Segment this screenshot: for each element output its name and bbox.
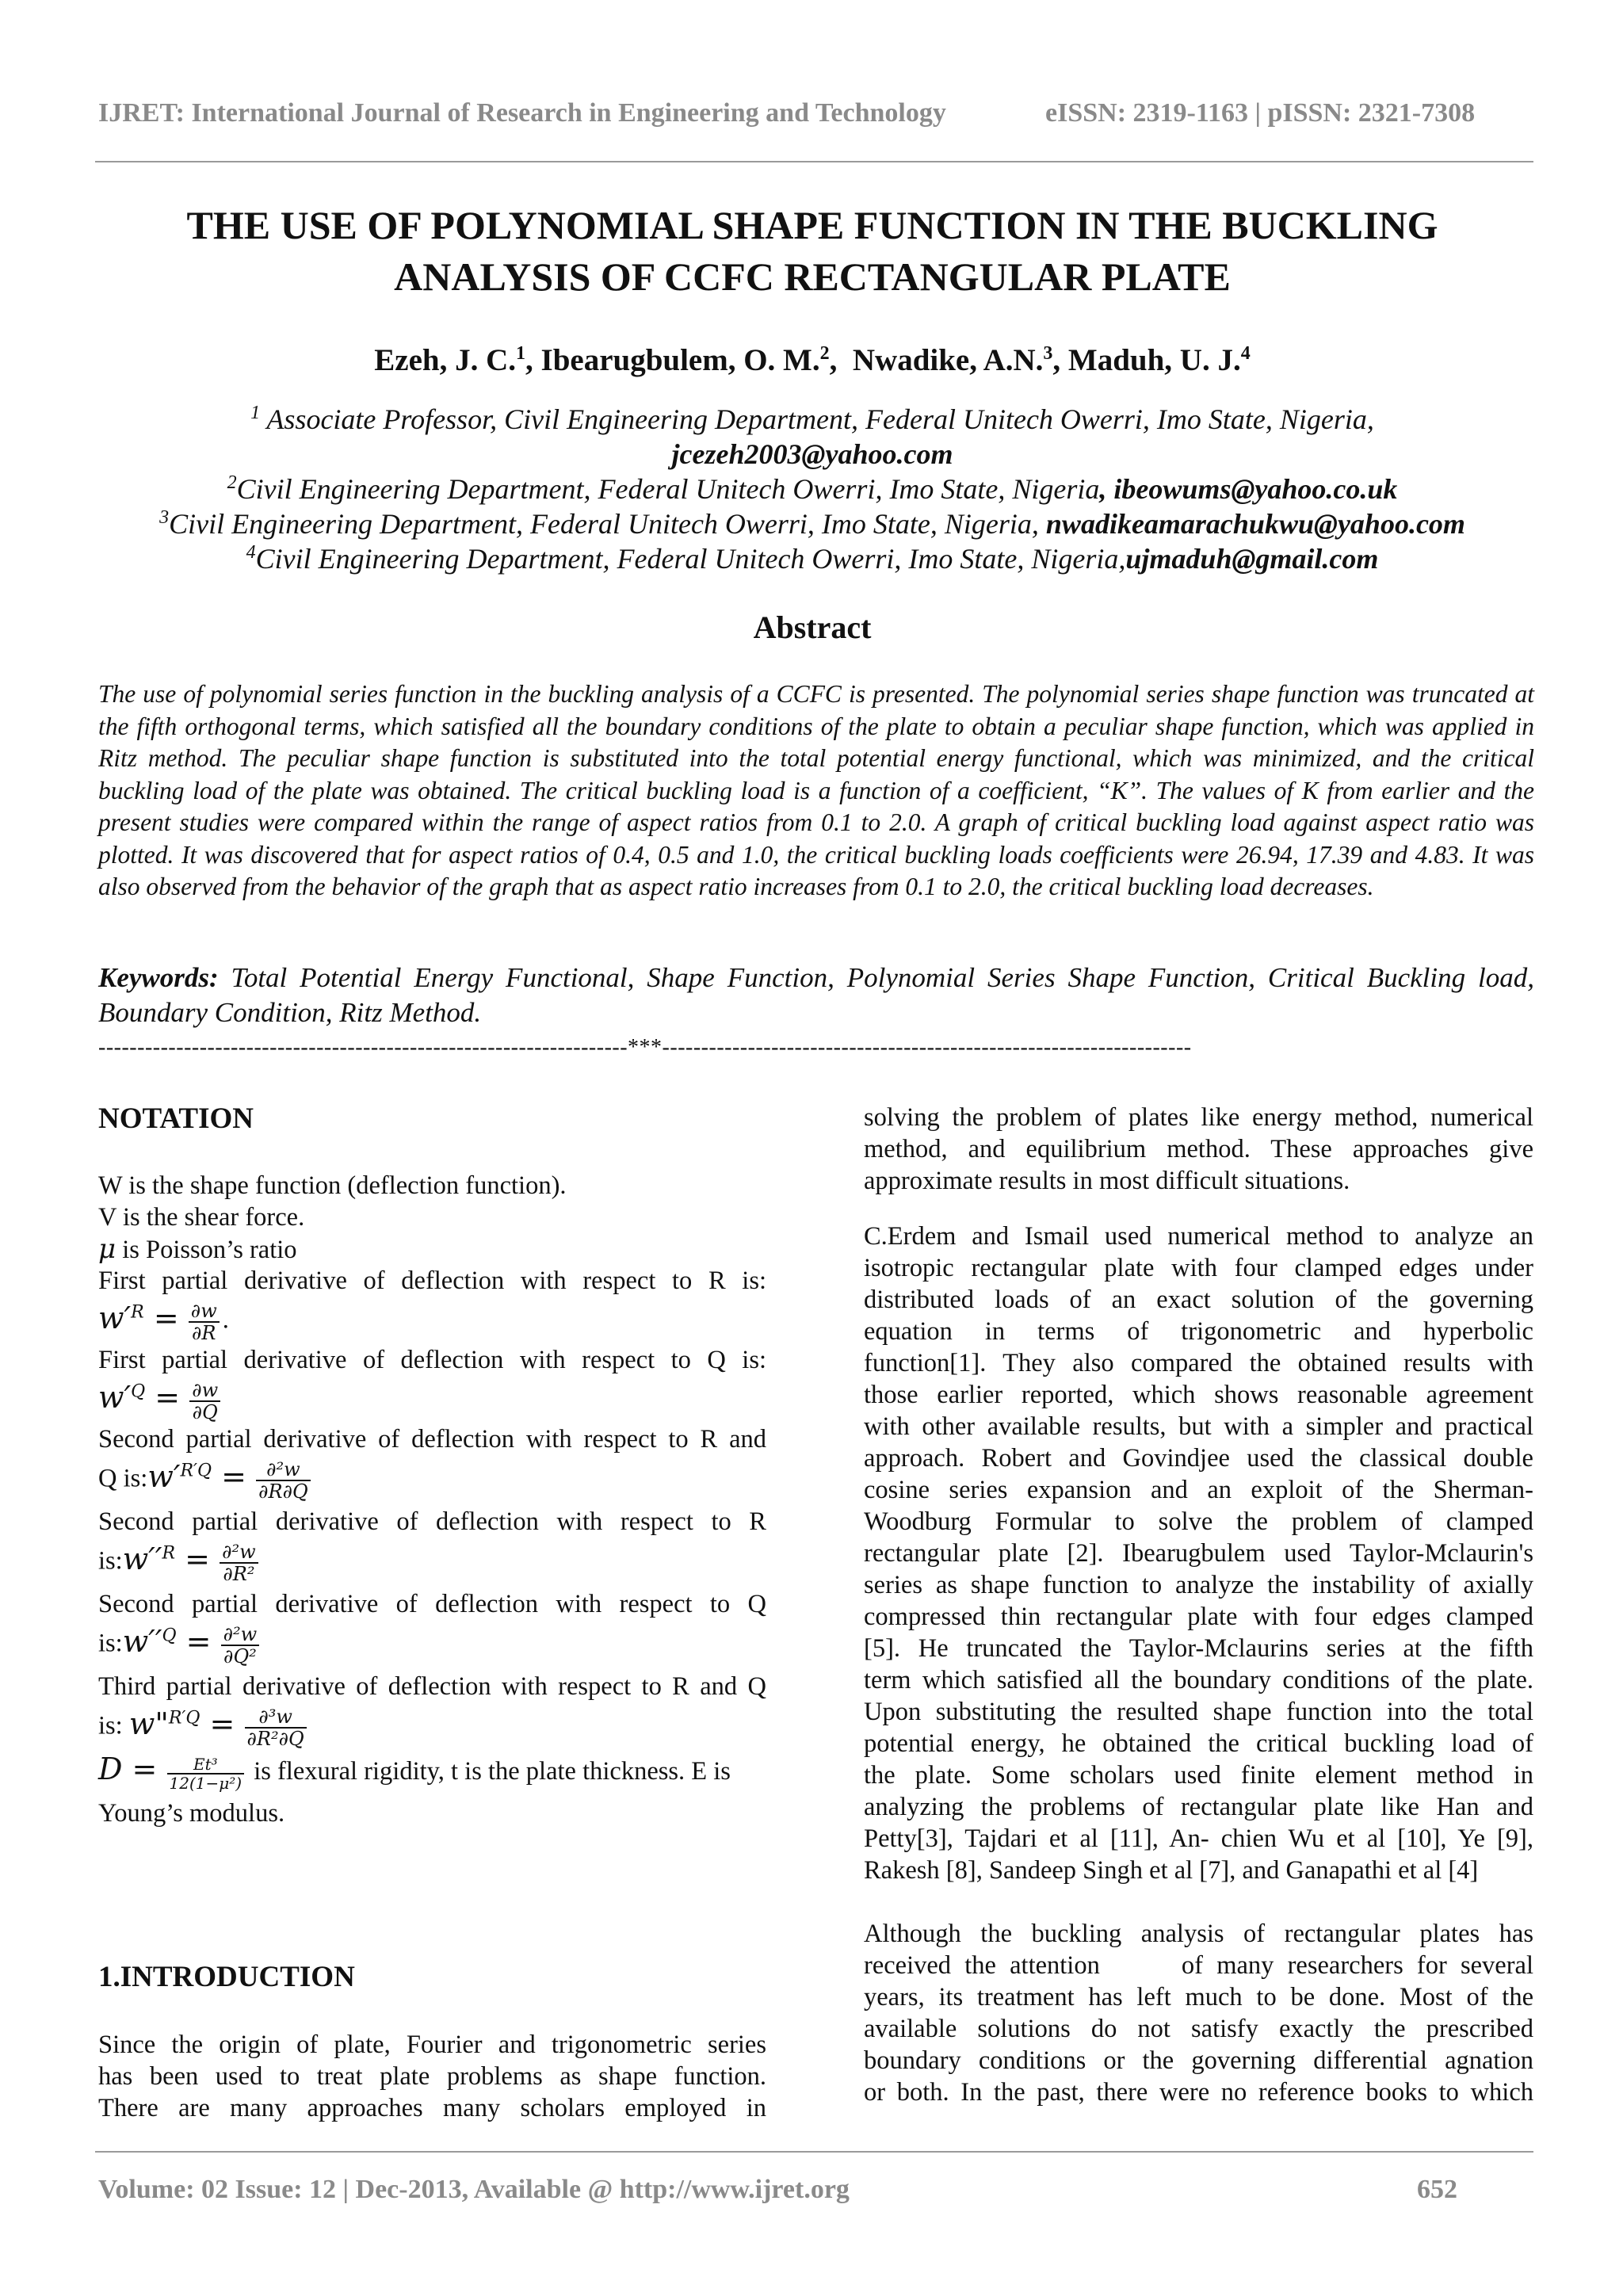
journal-name: IJRET: International Journal of Research in Engineering and Technology (98, 98, 946, 128)
eq-second-r (98, 1538, 766, 1588)
eq-frac: $\frac{\text{∂²w}}{\text{∂Q²}}$ (221, 1624, 260, 1667)
intro-paragraph (98, 2029, 766, 2124)
aff-1-text: Associate Professor, Civil Engineering Department, Federal Unitech Owerri, Imo State, Nigeria, (260, 403, 1374, 435)
text-line: Since the origin of plate, Fourier and trigonometric series (98, 2030, 766, 2059)
eq-lhs: $w'^R$ = (98, 1300, 179, 1335)
eq-lhs: D = (98, 1752, 158, 1786)
aff-1-sup: 1 (250, 403, 261, 423)
text-line: isotropic rectangular plate with four clamped edges under (864, 1254, 1533, 1282)
author-1-sup: 1 (516, 343, 526, 364)
notation-text: Q is: (98, 1464, 148, 1493)
footer-volume: Volume: 02 Issue: 12 | Dec-2013, Available @ http://www.ijret.org (98, 2175, 850, 2204)
text-line: cosine series expansion and an exploit of the Sherman- (864, 1476, 1533, 1504)
author-2-sup: 2 (819, 343, 830, 364)
title-line-1: THE USE OF POLYNOMIAL SHAPE FUNCTION IN THE BUCKLING (186, 203, 1438, 247)
author-1: Ezeh, J. C. (374, 343, 517, 377)
text-line: rectangular plate [2]. Ibearugbulem used Taylor-Mclaurin's (864, 1539, 1533, 1568)
text-line: Rakesh [8], Sandeep Singh et al [7], and Ganapathi et al [4] (864, 1856, 1479, 1885)
author-list: Ezeh, J. C.$^1$, Ibearugbulem, O. M.$^2$, Nwadike, A.N.$^3$, Maduh, U. J.$^4$ (374, 343, 1251, 377)
keywords-label: Keywords: (98, 962, 219, 993)
aff-3-text: Civil Engineering Department, Federal Unitech Owerri, Imo State, Nigeria, (169, 508, 1046, 540)
abstract-text: The use of polynomial series function in the buckling analysis of a CCFC is presented. The polynomial series shape function was truncated at the fifth orthogonal terms, which satisfied all the boundary conditions of the plate to obtain a peculiar shape function, which was applied in Ritz method. The peculiar shape function is substituted into the total potential energy functional, which was minimized, and the critical buckling load of the plate was obtained. The critical buckling load is a function of a coefficient, “K”. The values of K from earlier and the present studies were compared within the range of aspect ratios from 0.1 to 2.0. A graph of critical buckling load against aspect ratio was plotted. It was discovered that for aspect ratios of 0.4, 0.5 and 1.0, the critical buckling loads coefficients were 26.94, 17.39 and 4.83. It was also observed from the behavior of the graph that as aspect ratio increases from 0.1 to 2.0, the critical buckling load decreases. (98, 680, 1534, 900)
aff-4-email: ujmaduh@gmail.com (1125, 543, 1379, 575)
notation-text: is: (98, 1629, 123, 1658)
running-header (98, 98, 1533, 128)
notation-line: Second partial derivative of deflection with respect to Q (98, 1590, 766, 1618)
text-line: approach. Robert and Govindjee used the classical double (864, 1444, 1533, 1473)
affiliation-2 (63, 472, 1561, 506)
notation-text: is: (98, 1546, 123, 1576)
text-line: There are many approaches many scholars employed in (98, 2094, 766, 2122)
text-line: those earlier reported, which shows reasonable agreement (864, 1381, 1533, 1409)
text-line: has been used to treat plate problems as shape function. (98, 2062, 766, 2091)
eq-frac: $\frac{\text{Et³}}{\text{12(1−μ²)}}$ (167, 1755, 245, 1792)
notation-line: First partial derivative of deflection with respect to Q is: (98, 1346, 766, 1374)
author-3-sup: 3 (1043, 343, 1053, 364)
text-line: with other available results, but with a simpler and practical (864, 1412, 1533, 1441)
text-line: potential energy, he obtained the critical buckling load of (864, 1729, 1533, 1758)
affiliation-3 (63, 507, 1561, 541)
author-4-sup: 4 (1240, 343, 1251, 364)
right-paragraph-3 (864, 1918, 1533, 2108)
eq-lhs: $w'^{R'Q}$ = (147, 1458, 246, 1494)
header-rule (95, 161, 1533, 162)
text-line: Although the buckling analysis of rectangular plates has (864, 1920, 1533, 1948)
eq-lhs: $w''^R$ = (122, 1541, 211, 1576)
text-line: [5]. He truncated the Taylor-Mclaurins series at the fifth (864, 1634, 1533, 1663)
text-line: function[1]. They also compared the obtained results with (864, 1349, 1533, 1377)
text-line: received the attention of many researchers for several (864, 1951, 1533, 1980)
text-line: the plate. Some scholars used finite element method in (864, 1761, 1533, 1790)
aff-2-sup: 2 (227, 472, 237, 493)
eq-lhs: $w''^Q$ = (122, 1623, 212, 1659)
text-line: compressed thin rectangular plate with four edges clamped (864, 1603, 1533, 1631)
eq-frac: $\frac{\text{∂²w}}{\partial R\partial Q}$ (256, 1459, 311, 1502)
affiliation-1-email (63, 437, 1561, 471)
aff-1-email: jcezeh2003@yahoo.com (671, 438, 953, 470)
text-line: Petty[3], Tajdari et al [11], An- chien Wu et al [10], Ye [9], (864, 1824, 1533, 1853)
text-line: series as shape function to analyze the instability of axially (864, 1571, 1533, 1599)
eq-lhs: $w'^Q$ = (98, 1379, 181, 1415)
paper-title (79, 200, 1545, 303)
eq-second-q (98, 1620, 766, 1671)
aff-3-sup: 3 (159, 507, 170, 528)
notation-line: Second partial derivative of deflection with respect to R and (98, 1425, 766, 1454)
eq-first-q (98, 1376, 766, 1423)
mu-symbol: μ (98, 1233, 116, 1265)
notation-line: Third partial derivative of deflection with respect to R and Q (98, 1672, 766, 1701)
aff-4-text: Civil Engineering Department, Federal Unitech Owerri, Imo State, Nigeria, (255, 543, 1126, 575)
aff-3-email: nwadikeamarachukwu@yahoo.com (1045, 508, 1465, 540)
notation-text: is: (98, 1711, 129, 1740)
eq-lhs: w"$^{R'Q}$ = (128, 1706, 235, 1741)
text-line: boundary conditions or the governing differential agnation (864, 2046, 1533, 2075)
page-number: 652 (1417, 2175, 1457, 2204)
notation-line: Second partial derivative of deflection with respect to R (98, 1507, 766, 1536)
right-paragraph-1 (864, 1102, 1533, 1197)
text-line: term which satisfied all the boundary conditions of the plate. (864, 1666, 1533, 1694)
keywords (98, 961, 1534, 1030)
text-line: Woodburg Formular to solve the problem of clamped (864, 1507, 1533, 1536)
notation-line: W is the shape function (deflection function). (98, 1171, 567, 1200)
footer-rule (95, 2151, 1533, 2153)
text-line: distributed loads of an exact solution of the governing (864, 1286, 1533, 1314)
page-footer (98, 2175, 1533, 2205)
eq-first-r: $w'^R$ = $\frac{\partial w}{\partial R}$ . (98, 1300, 229, 1345)
aff-4-sup: 4 (246, 542, 256, 563)
text-line: approximate results in most difficult situations. (864, 1167, 1350, 1195)
aff-2-email: , ibeowums@yahoo.co.uk (1099, 473, 1398, 505)
notation-line: Young’s modulus. (98, 1799, 285, 1828)
title-line-2: ANALYSIS OF CCFC RECTANGULAR PLATE (394, 254, 1231, 299)
notation-line: V is the shear force. (98, 1203, 305, 1232)
notation-line (98, 1233, 766, 1265)
eq-third-rq (98, 1702, 766, 1753)
text-line: solving the problem of plates like energy method, numerical (864, 1103, 1533, 1132)
notation-text: is Poisson’s ratio (116, 1236, 297, 1264)
author-4: Maduh, U. J. (1067, 343, 1241, 377)
eq-rigidity (98, 1753, 766, 1797)
text-line: method, and equilibrium method. These approaches give (864, 1135, 1533, 1163)
text-line: C.Erdem and Ismail used numerical method to analyze an (864, 1222, 1533, 1251)
eq-frac: $\frac{\partial w}{\partial Q}$ (189, 1380, 220, 1423)
text-line: available solutions do not satisfy exactly the prescribed (864, 2015, 1533, 2043)
text-line: Upon substituting the resulted shape function into the total (864, 1698, 1533, 1726)
intro-heading: 1.INTRODUCTION (98, 1961, 355, 1993)
eq-frac: $\frac{\partial w}{\partial R}$ (189, 1301, 220, 1343)
notation-text: is flexural rigidity, t is the plate thickness. E is (247, 1757, 731, 1786)
author-3: Nwadike, A.N. (852, 343, 1044, 377)
right-paragraph-2 (864, 1221, 1533, 1886)
text-line: analyzing the problems of rectangular plate like Han and (864, 1793, 1533, 1821)
text-line: years, its treatment has left much to be done. Most of the (864, 1983, 1533, 2011)
notation-line: First partial derivative of deflection with respect to R is: (98, 1266, 766, 1295)
section-separator: --------------------------------------------------------------------***-------------------------------------------------------------------- (98, 1035, 1192, 1060)
affiliation-4 (63, 542, 1561, 575)
eq-second-rq (98, 1455, 766, 1506)
affiliation-1 (63, 403, 1561, 436)
text-line: equation in terms of trigonometric and hyperbolic (864, 1317, 1533, 1346)
notation-list (98, 1170, 766, 1829)
eq-frac: $\frac{\text{∂²w}}{\text{∂R²}}$ (220, 1541, 258, 1584)
notation-heading: NOTATION (98, 1102, 254, 1135)
abstract-heading: Abstract (753, 609, 872, 645)
aff-2-text: Civil Engineering Department, Federal Unitech Owerri, Imo State, Nigeria (236, 473, 1100, 505)
keywords-text: Total Potential Energy Functional, Shape Function, Polynomial Series Shape Function, Critical Buckling load, Boundary Condition, Ritz Method. (98, 962, 1534, 1028)
author-2: Ibearugbulem, O. M. (540, 343, 820, 377)
issn: eISSN: 2319-1163 | pISSN: 2321-7308 (1045, 98, 1476, 128)
text-line: or both. In the past, there were no reference books to which (864, 2078, 1533, 2107)
eq-frac: $\frac{\text{∂³w}}{\text{∂R²∂Q}}$ (245, 1706, 307, 1749)
